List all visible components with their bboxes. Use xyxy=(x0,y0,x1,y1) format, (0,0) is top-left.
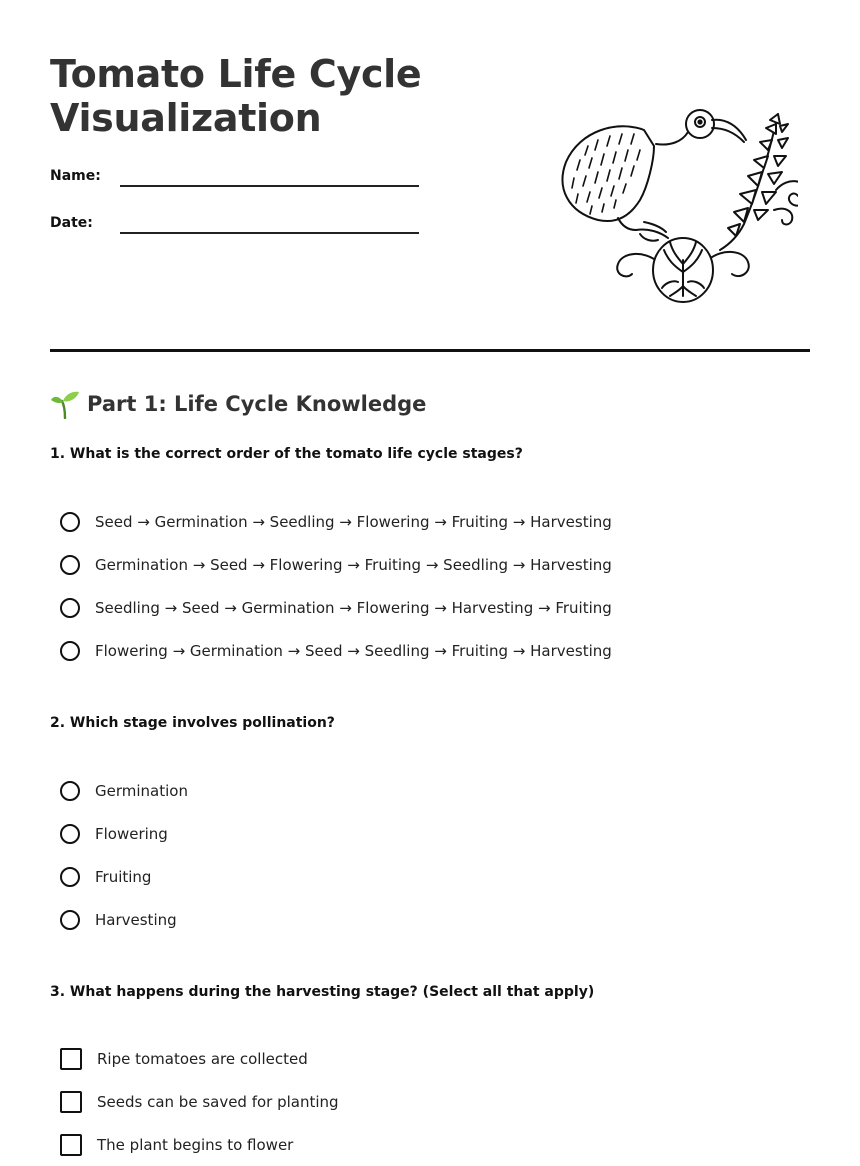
question-2: 2. Which stage involves pollination? xyxy=(50,715,335,731)
checkbox[interactable] xyxy=(60,1134,82,1156)
option-label: Germination → Seed → Flowering → Fruiting → Seedling → Harvesting xyxy=(95,555,612,574)
title-line-1: Tomato Life Cycle xyxy=(50,52,422,96)
option-label: Flowering xyxy=(95,824,168,843)
option-q1-b[interactable] xyxy=(60,543,612,586)
option-label: Seeds can be saved for planting xyxy=(97,1092,339,1111)
section-heading-text: Part 1: Life Cycle Knowledge xyxy=(87,392,427,416)
radio-button[interactable] xyxy=(60,910,80,930)
option-label: The plant begins to flower xyxy=(97,1135,294,1154)
option-label: Ripe tomatoes are collected xyxy=(97,1049,308,1068)
name-field xyxy=(50,164,420,194)
radio-button[interactable] xyxy=(60,781,80,801)
radio-button[interactable] xyxy=(60,598,80,618)
option-label: Seedling → Seed → Germination → Flowering → Harvesting → Fruiting xyxy=(95,598,612,617)
radio-button[interactable] xyxy=(60,867,80,887)
option-q2-c[interactable] xyxy=(60,855,188,898)
page-title xyxy=(50,52,470,140)
option-q1-d[interactable] xyxy=(60,629,612,672)
option-q1-c[interactable] xyxy=(60,586,612,629)
checkbox[interactable] xyxy=(60,1048,82,1070)
option-q1-a[interactable] xyxy=(60,500,612,543)
question-2-options xyxy=(60,769,188,941)
name-label: Name: xyxy=(50,168,101,184)
question-1: 1. What is the correct order of the tomato life cycle stages? xyxy=(50,446,523,462)
sprout-icon xyxy=(50,389,80,419)
radio-button[interactable] xyxy=(60,824,80,844)
date-field xyxy=(50,211,420,241)
option-label: Germination xyxy=(95,781,188,800)
date-input-line[interactable] xyxy=(120,232,419,234)
option-label: Fruiting xyxy=(95,867,152,886)
question-3-options xyxy=(60,1037,339,1166)
question-1-options xyxy=(60,500,612,672)
title-line-2: Visualization xyxy=(50,96,322,140)
option-q3-c[interactable] xyxy=(60,1123,339,1166)
name-input-line[interactable] xyxy=(120,185,419,187)
question-3: 3. What happens during the harvesting stage? (Select all that apply) xyxy=(50,984,595,1000)
option-q2-a[interactable] xyxy=(60,769,188,812)
option-label: Flowering → Germination → Seed → Seedling → Fruiting → Harvesting xyxy=(95,641,612,660)
option-label: Seed → Germination → Seedling → Flowering → Fruiting → Harvesting xyxy=(95,512,612,531)
radio-button[interactable] xyxy=(60,555,80,575)
radio-button[interactable] xyxy=(60,512,80,532)
option-label: Harvesting xyxy=(95,910,177,929)
option-q2-b[interactable] xyxy=(60,812,188,855)
checkbox[interactable] xyxy=(60,1091,82,1113)
option-q3-b[interactable] xyxy=(60,1080,339,1123)
radio-button[interactable] xyxy=(60,641,80,661)
option-q2-d[interactable] xyxy=(60,898,188,941)
date-label: Date: xyxy=(50,215,93,231)
section-heading xyxy=(50,388,426,420)
kiwi-bird-fern-illustration xyxy=(558,100,798,310)
option-q3-a[interactable] xyxy=(60,1037,339,1080)
section-divider xyxy=(50,349,810,352)
